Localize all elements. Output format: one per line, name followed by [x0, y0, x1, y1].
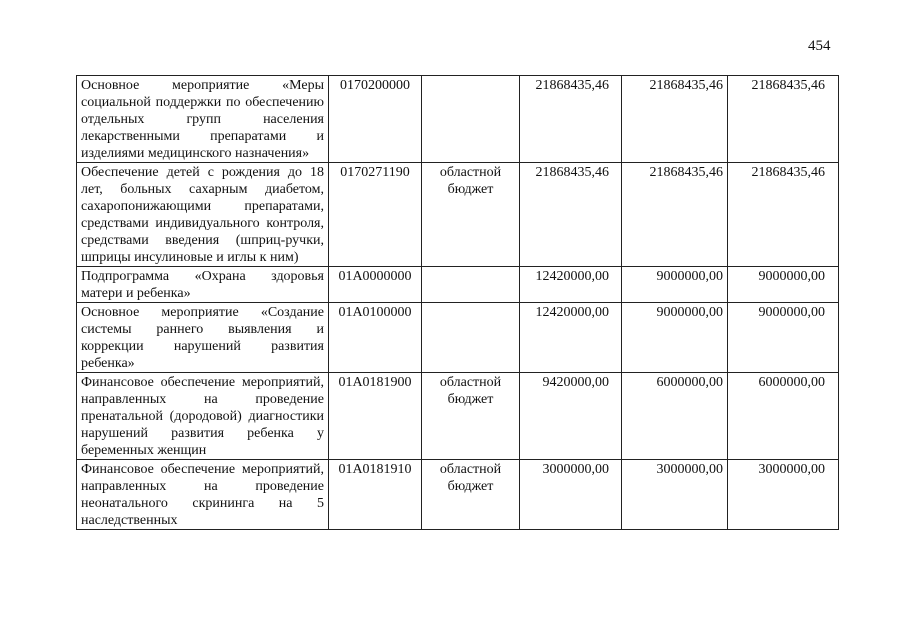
row-value-3-cell: 9000000,00 [728, 303, 839, 373]
row-code-cell: 01А0100000 [329, 303, 422, 373]
row-name-cell: Основное мероприятие «Меры социальной поддержки по обеспечению отдельных групп населения лекарственными препаратами и изделиями медицинского назначения» [77, 76, 329, 163]
row-value-3-cell: 21868435,46 [728, 76, 839, 163]
page-number: 454 [808, 38, 831, 54]
row-value-3-cell: 6000000,00 [728, 373, 839, 460]
row-source-cell: областной бюджет [422, 460, 520, 530]
row-value-1-cell: 9420000,00 [520, 373, 622, 460]
row-name-cell: Основное мероприятие «Создание системы раннего выявления и коррекции нарушений развития ребенка» [77, 303, 329, 373]
row-name-cell: Подпрограмма «Охрана здоровья матери и ребенка» [77, 267, 329, 303]
row-code-cell: 01А0000000 [329, 267, 422, 303]
row-value-2-cell: 9000000,00 [622, 303, 728, 373]
row-name-cell: Обеспечение детей с рождения до 18 лет, больных сахарным диабетом, сахаропонижающими препаратами, средствами индивидуального контроля, средствами введения (шприц-ручки, шприцы инсулиновые и иглы к ним) [77, 163, 329, 267]
row-name-cell: Финансовое обеспечение мероприятий, направленных на проведение неонатального скрининга на 5 наследственных [77, 460, 329, 530]
row-value-1-cell: 12420000,00 [520, 303, 622, 373]
row-code-cell: 0170200000 [329, 76, 422, 163]
row-source-cell [422, 76, 520, 163]
row-value-3-cell: 21868435,46 [728, 163, 839, 267]
row-code-cell: 0170271190 [329, 163, 422, 267]
row-source-cell [422, 267, 520, 303]
row-value-1-cell: 3000000,00 [520, 460, 622, 530]
row-value-2-cell: 21868435,46 [622, 163, 728, 267]
row-value-3-cell: 3000000,00 [728, 460, 839, 530]
row-value-2-cell: 3000000,00 [622, 460, 728, 530]
row-value-2-cell: 6000000,00 [622, 373, 728, 460]
table-row [77, 460, 839, 530]
table-row [77, 373, 839, 460]
row-code-cell: 01А0181900 [329, 373, 422, 460]
row-source-cell [422, 303, 520, 373]
row-value-3-cell: 9000000,00 [728, 267, 839, 303]
row-value-1-cell: 21868435,46 [520, 76, 622, 163]
budget-table [76, 75, 839, 530]
row-code-cell: 01А0181910 [329, 460, 422, 530]
row-source-cell: областной бюджет [422, 163, 520, 267]
row-value-1-cell: 21868435,46 [520, 163, 622, 267]
row-value-2-cell: 21868435,46 [622, 76, 728, 163]
table-row [77, 303, 839, 373]
table-row [77, 267, 839, 303]
table-row [77, 163, 839, 267]
row-value-1-cell: 12420000,00 [520, 267, 622, 303]
row-value-2-cell: 9000000,00 [622, 267, 728, 303]
table-row [77, 76, 839, 163]
row-name-cell: Финансовое обеспечение мероприятий, направленных на проведение пренатальной (дородовой) диагностики нарушений развития ребенка у беременных женщин [77, 373, 329, 460]
row-source-cell: областной бюджет [422, 373, 520, 460]
